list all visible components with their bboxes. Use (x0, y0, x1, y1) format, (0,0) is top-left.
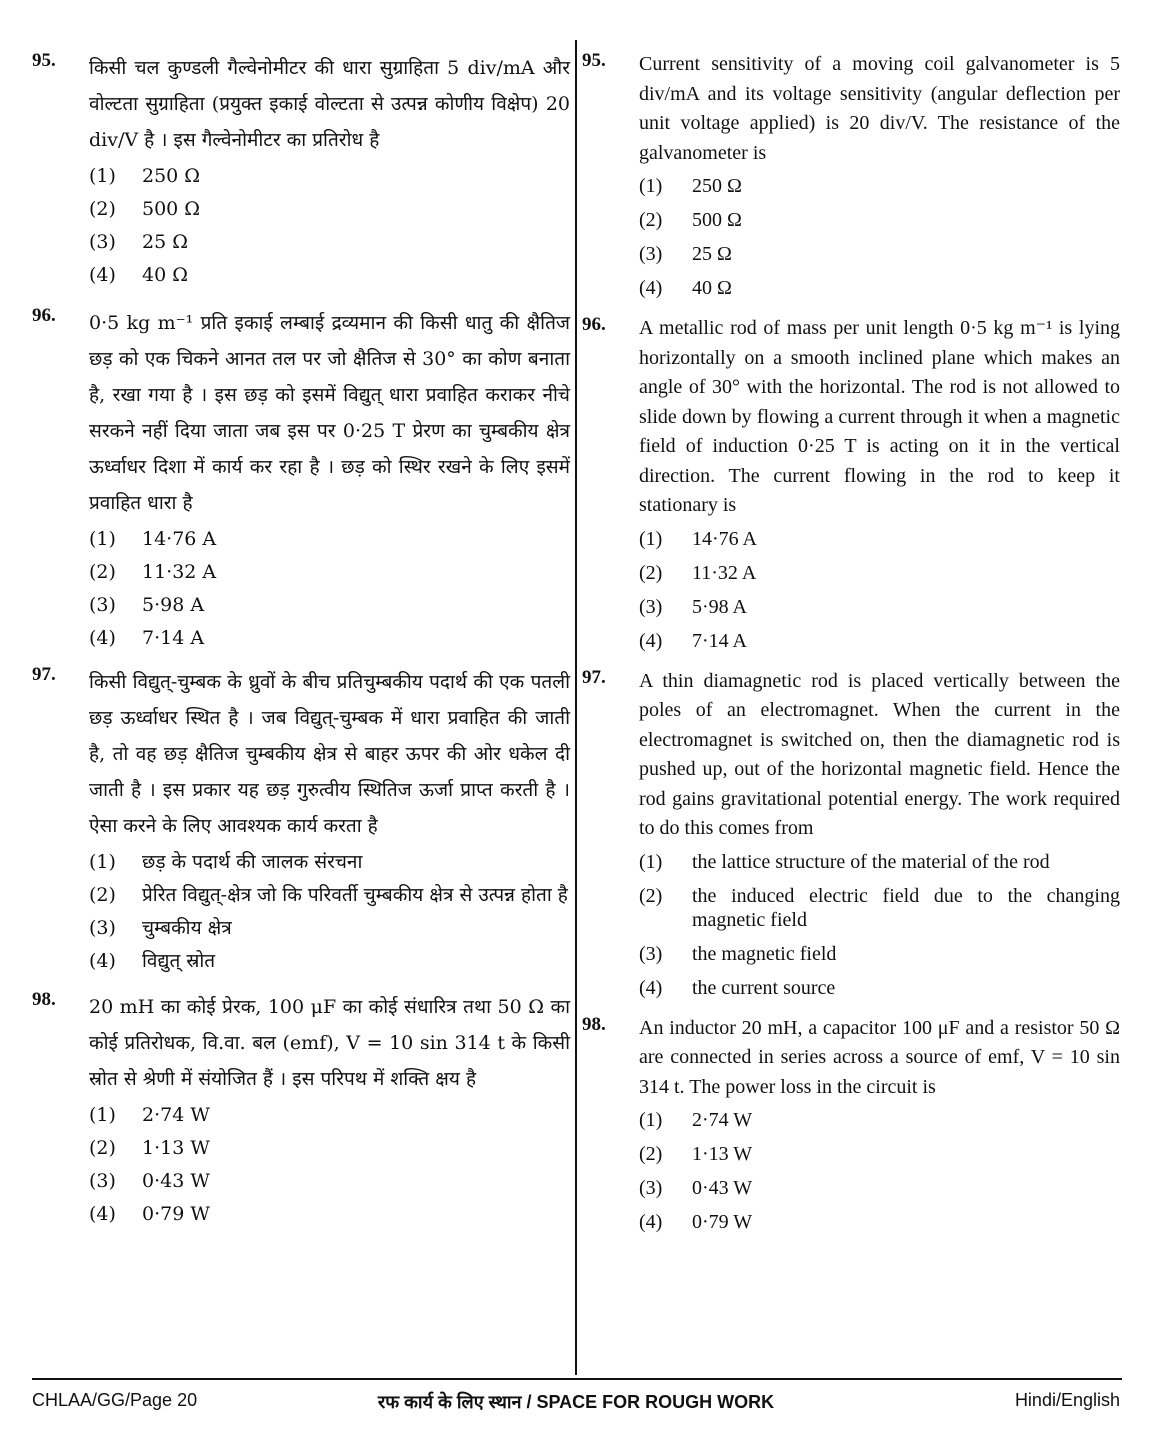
options-list (89, 850, 570, 973)
option (89, 883, 570, 907)
rough-work-label: रफ कार्य के लिए स्थान / SPACE FOR ROUGH WORK (377, 1392, 775, 1412)
option-label: (1) (639, 175, 663, 197)
option-label: (1) (89, 1104, 116, 1126)
question-text: A metallic rod of mass per unit length 0·5 kg m⁻¹ is lying horizontally on a smooth inclined plane which makes an angle of 30° with the horizontal. The rod is not allowed to slide down by flowing a current through it when a magnetic field of induction 0·25 T is acting on it in the vertical direction. The current flowing in the rod to keep it stationary is (639, 317, 1120, 516)
question-text: 0·5 kg m⁻¹ प्रति इकाई लम्बाई द्रव्यमान की किसी धातु की क्षैतिज छड़ को एक चिकने आनत तल पर जो क्षैतिज से 30° का कोण बनाता है, रखा गया है । इस छड़ को इसमें विद्युत् धारा प्रवाहित कराकर नीचे सरकने नहीं दिया जाता जब इस पर 0·25 T प्रेरण का चुम्बकीय क्षेत्र ऊर्ध्वाधर दिशा में कार्य कर रहा है । छड़ को स्थिर रखने के लिए इसमें प्रवाहित धारा है (89, 312, 570, 514)
option-label: (1) (89, 528, 116, 550)
option-text: 1·13 W (142, 1137, 210, 1159)
option (89, 1202, 570, 1226)
option-label: (3) (89, 917, 116, 939)
option (639, 629, 1120, 653)
option (89, 164, 570, 188)
question-98-hindi (32, 989, 570, 1226)
option-text: the current source (692, 976, 836, 999)
option (639, 1142, 1120, 1166)
option (639, 1176, 1120, 1200)
option-text: the induced electric field due to the changing magnetic field (692, 884, 1120, 931)
option-text: 5·98 A (692, 595, 747, 618)
option-text: 2·74 W (692, 1109, 753, 1131)
option-label: (4) (639, 976, 663, 999)
options-list (639, 527, 1120, 653)
option (89, 626, 570, 650)
question-text: A thin diamagnetic rod is placed vertically between the poles of an electromagnet. When the current in the electromagnet is switched on, then the diamagnetic rod is pushed up, out of the horizontal magnetic field. Hence the rod gains gravitational potential energy. The work required to do this comes from (639, 669, 1120, 839)
question-96-hindi (32, 305, 570, 650)
option-label: (2) (639, 1143, 663, 1165)
option (639, 595, 1120, 619)
option-label: (2) (89, 198, 116, 220)
option-label: (3) (639, 595, 663, 618)
option-label: (2) (89, 1137, 116, 1159)
option-text: 11·32 A (692, 561, 757, 584)
option-text: 14·76 A (142, 528, 217, 550)
option-label: (2) (639, 884, 663, 907)
option (89, 916, 570, 940)
options-list (639, 174, 1120, 300)
option-text: छड़ के पदार्थ की जालक संरचना (142, 851, 363, 873)
option-text: 0·43 W (692, 1177, 753, 1199)
options-list (89, 164, 570, 287)
english-column (582, 50, 1120, 1244)
option-text: 25 Ω (692, 243, 732, 265)
question-98-english (582, 1014, 1120, 1235)
question-number: 98. (582, 1013, 606, 1035)
option (89, 850, 570, 874)
question-number: 97. (582, 666, 606, 688)
option-label: (3) (89, 594, 116, 616)
option-text: 2·74 W (142, 1104, 210, 1126)
question-text: Current sensitivity of a moving coil galvanometer is 5 div/mA and its voltage sensitivity (angular deflection per unit voltage applied) is 20 div/V. The resistance of the galvanometer is (639, 53, 1120, 164)
option-text: 40 Ω (692, 277, 732, 299)
option (639, 850, 1120, 874)
question-97-english (582, 667, 1120, 1000)
question-text: किसी विद्युत्-चुम्बक के ध्रुवों के बीच प्रतिचुम्बकीय पदार्थ की एक पतली छड़ ऊर्ध्वाधर स्थित है । जब विद्युत्-चुम्बक में धारा प्रवाहित की जाती है, तो वह छड़ क्षैतिज चुम्बकीय क्षेत्र से बाहर ऊपर की ओर धकेल दी जाती है । इस प्रकार यह छड़ गुरुत्वीय स्थितिज ऊर्जा प्राप्त करती है । ऐसा करने के लिए आवश्यक कार्य करता है (89, 671, 570, 837)
question-text: 20 mH का कोई प्रेरक, 100 μF का कोई संधारित्र तथा 50 Ω का कोई प्रतिरोधक, वि.वा. बल (emf), V = 10 sin 314 t के किसी स्रोत से श्रेणी में संयोजित हैं । इस परिपथ में शक्ति क्षय है (89, 996, 570, 1090)
option-label: (4) (639, 629, 663, 652)
option-text: चुम्बकीय क्षेत्र (142, 917, 232, 939)
question-number: 96. (32, 305, 56, 326)
hindi-column (32, 50, 570, 1235)
question-number: 95. (582, 50, 606, 71)
language-label: Hindi/English (1014, 1390, 1120, 1410)
option (639, 208, 1120, 232)
option-label: (4) (639, 277, 663, 299)
option (89, 263, 570, 287)
option-text: 7·14 A (692, 629, 747, 652)
option-label: (4) (89, 950, 116, 972)
option-label: (3) (639, 243, 663, 265)
option-label: (1) (89, 165, 116, 187)
option-text: 14·76 A (692, 527, 757, 550)
option (89, 949, 570, 973)
option (89, 593, 570, 617)
option-text: प्रेरित विद्युत्-क्षेत्र जो कि परिवर्ती चुम्बकीय क्षेत्र से उत्पन्न होता है (142, 884, 568, 906)
option-text: the lattice structure of the material of the rod (692, 850, 1050, 873)
option (639, 1108, 1120, 1132)
options-list (89, 527, 570, 650)
option-text: 7·14 A (142, 627, 205, 649)
option-text: 0·79 W (142, 1203, 210, 1225)
question-95-english (582, 50, 1120, 300)
option-text: 0·79 W (692, 1211, 753, 1233)
column-divider (575, 40, 577, 1375)
option-text: 500 Ω (692, 209, 742, 231)
option (89, 1103, 570, 1127)
options-list (639, 1108, 1120, 1234)
option (89, 197, 570, 221)
question-number: 96. (582, 314, 606, 335)
option-label: (4) (89, 1203, 116, 1225)
option (639, 1210, 1120, 1234)
question-number: 95. (32, 50, 56, 71)
option (639, 527, 1120, 551)
option-label: (3) (89, 231, 116, 253)
option (639, 561, 1120, 585)
option-label: (1) (639, 527, 663, 550)
footer-rule (32, 1378, 1122, 1380)
option-label: (1) (89, 851, 116, 873)
question-number: 98. (32, 989, 56, 1010)
question-97-hindi (32, 664, 570, 973)
option-text: 25 Ω (142, 231, 188, 253)
option (89, 1136, 570, 1160)
option-label: (2) (89, 884, 116, 906)
option (639, 242, 1120, 266)
question-text: An inductor 20 mH, a capacitor 100 μF and a resistor 50 Ω are connected in series across a source of emf, V = 10 sin 314 t. The power loss in the circuit is (639, 1016, 1120, 1098)
option-text: 250 Ω (692, 175, 742, 197)
option-label: (3) (639, 1177, 663, 1199)
options-list (639, 850, 1120, 1000)
option-text: 40 Ω (142, 264, 188, 286)
option (639, 976, 1120, 1000)
option-text: 500 Ω (142, 198, 201, 220)
option-text: 0·43 W (142, 1170, 210, 1192)
option (639, 942, 1120, 966)
option-text: 5·98 A (142, 594, 205, 616)
option-label: (4) (89, 627, 116, 649)
option-label: (4) (89, 264, 116, 286)
options-list (89, 1103, 570, 1226)
option-text: 250 Ω (142, 165, 201, 187)
question-text: किसी चल कुण्डली गैल्वेनोमीटर की धारा सुग्राहिता 5 div/mA और वोल्टता सुग्राहिता (प्रयुक्त इकाई वोल्टता से उत्पन्न कोणीय विक्षेप) 20 div/V है । इस गैल्वेनोमीटर का प्रतिरोध है (89, 57, 570, 151)
page-code: CHLAA/GG/Page 20 (32, 1390, 198, 1410)
option (89, 1169, 570, 1193)
option-text: 1·13 W (692, 1143, 753, 1165)
option (89, 230, 570, 254)
option-label: (4) (639, 1211, 663, 1233)
option (639, 276, 1120, 300)
option (639, 174, 1120, 198)
option-text: 11·32 A (142, 561, 217, 583)
option-label: (1) (639, 1109, 663, 1131)
option-label: (3) (89, 1170, 116, 1192)
option (89, 560, 570, 584)
option-text: विद्युत् स्रोत (142, 950, 216, 972)
option-label: (1) (639, 850, 663, 873)
option-label: (2) (89, 561, 116, 583)
question-96-english (582, 314, 1120, 653)
question-95-hindi (32, 50, 570, 287)
option-text: the magnetic field (692, 942, 837, 965)
option-label: (2) (639, 561, 663, 584)
option (89, 527, 570, 551)
option-label: (2) (639, 209, 663, 231)
option-label: (3) (639, 942, 663, 965)
question-number: 97. (32, 664, 56, 685)
option (639, 884, 1120, 932)
